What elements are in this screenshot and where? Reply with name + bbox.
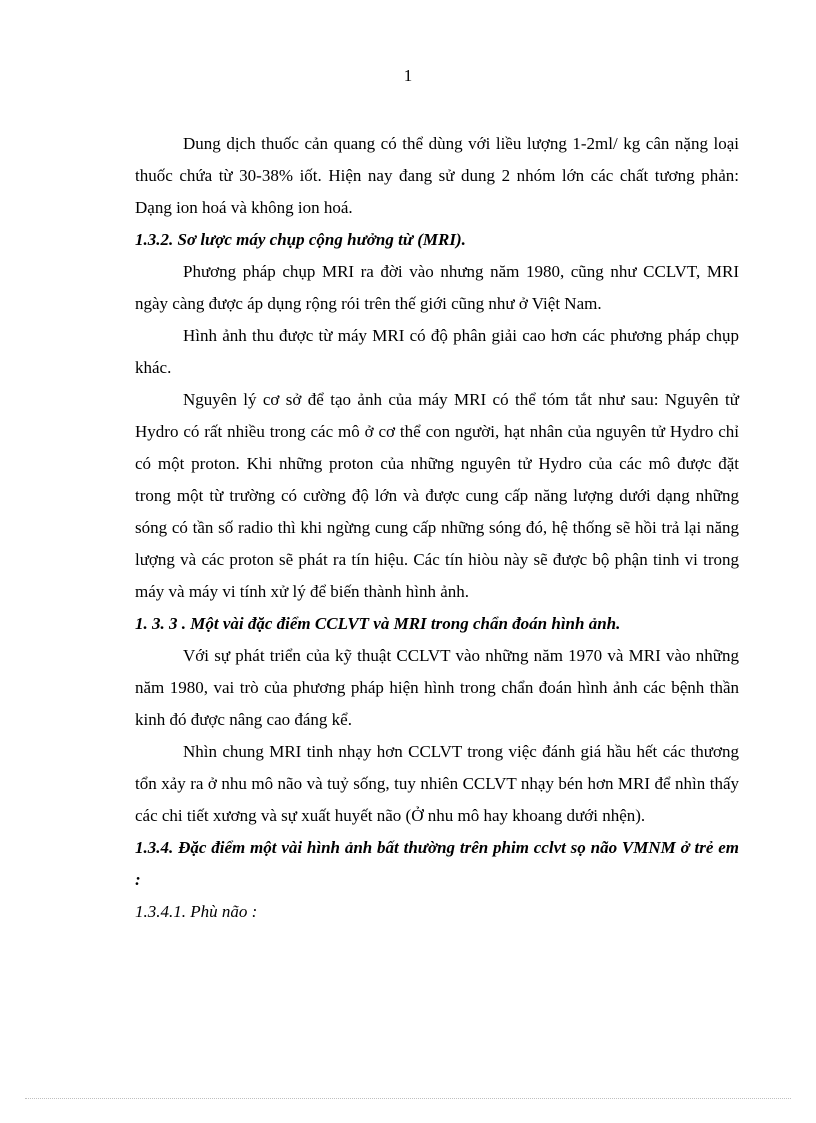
paragraph-mri-intro: Phương pháp chụp MRI ra đời vào nhưng năm 1980, cũng như CCLVT, MRI ngày càng được áp dụng rộng rói trên thế giới cũng như ở Việt Nam. [135,262,739,313]
document-body [135,128,739,928]
paragraph-mri-resolution: Hình ảnh thu được từ máy MRI có độ phân giải cao hơn các phương pháp chụp khác. [135,326,739,377]
heading-1-3-4-1: 1.3.4.1. Phù não : [135,902,258,921]
paragraph-contrast: Dung dịch thuốc cản quang có thể dùng với liều lượng 1-2ml/ kg cân nặng loại thuốc chứa từ 30-38% iốt. Hiện nay đang sử dung 2 nhóm lớn các chất tương phản: Dạng ion hoá và không ion hoá. [135,134,739,217]
heading-1-3-3: 1. 3. 3 . Một vài đặc điểm CCLVT và MRI trong chẩn đoán hình ảnh. [135,614,621,633]
heading-1-3-4: 1.3.4. Đặc điểm một vài hình ảnh bất thường trên phim cclvt sọ não VMNM ở trẻ em : [135,838,739,889]
page-bottom-divider [25,1098,791,1099]
paragraph-comparison: Nhìn chung MRI tinh nhạy hơn CCLVT trong việc đánh giá hầu hết các thương tổn xảy ra ở nhu mô não và tuỷ sống, tuy nhiên CCLVT nhạy bén hơn MRI để nhìn thấy các chi tiết xương và sự xuất huyết não (Ở nhu mô hay khoang dưới nhện). [135,742,739,825]
heading-1-3-2: 1.3.2. Sơ lược máy chụp cộng hưởng từ (MRI). [135,230,466,249]
page-number: 1 [403,66,413,85]
paragraph-development: Với sự phát triển của kỹ thuật CCLVT vào những năm 1970 và MRI vào những năm 1980, vai trò của phương pháp hiện hình trong chẩn đoán hình ảnh các bệnh thần kinh đó được nâng cao đáng kể. [135,646,739,729]
paragraph-mri-principle: Nguyên lý cơ sở để tạo ảnh của máy MRI có thể tóm tắt như sau: Nguyên tử Hydro có rất nhiều trong các mô ở cơ thể con người, hạt nhân của nguyên tử Hydro chỉ có một proton. Khi những proton của những nguyên tử Hydro của các mô được đặt trong một từ trường có cường độ lớn và được cung cấp năng lượng dưới dạng những sóng có tần số radio thì khi ngừng cung cấp những sóng đó, hệ thống sẽ hồi trả lại năng lượng và các proton sẽ phát ra tín hiệu. Các tín hiòu này sẽ được bộ phận tinh vi trong máy và máy vi tính xử lý để biến thành hình ảnh. [135,390,739,601]
